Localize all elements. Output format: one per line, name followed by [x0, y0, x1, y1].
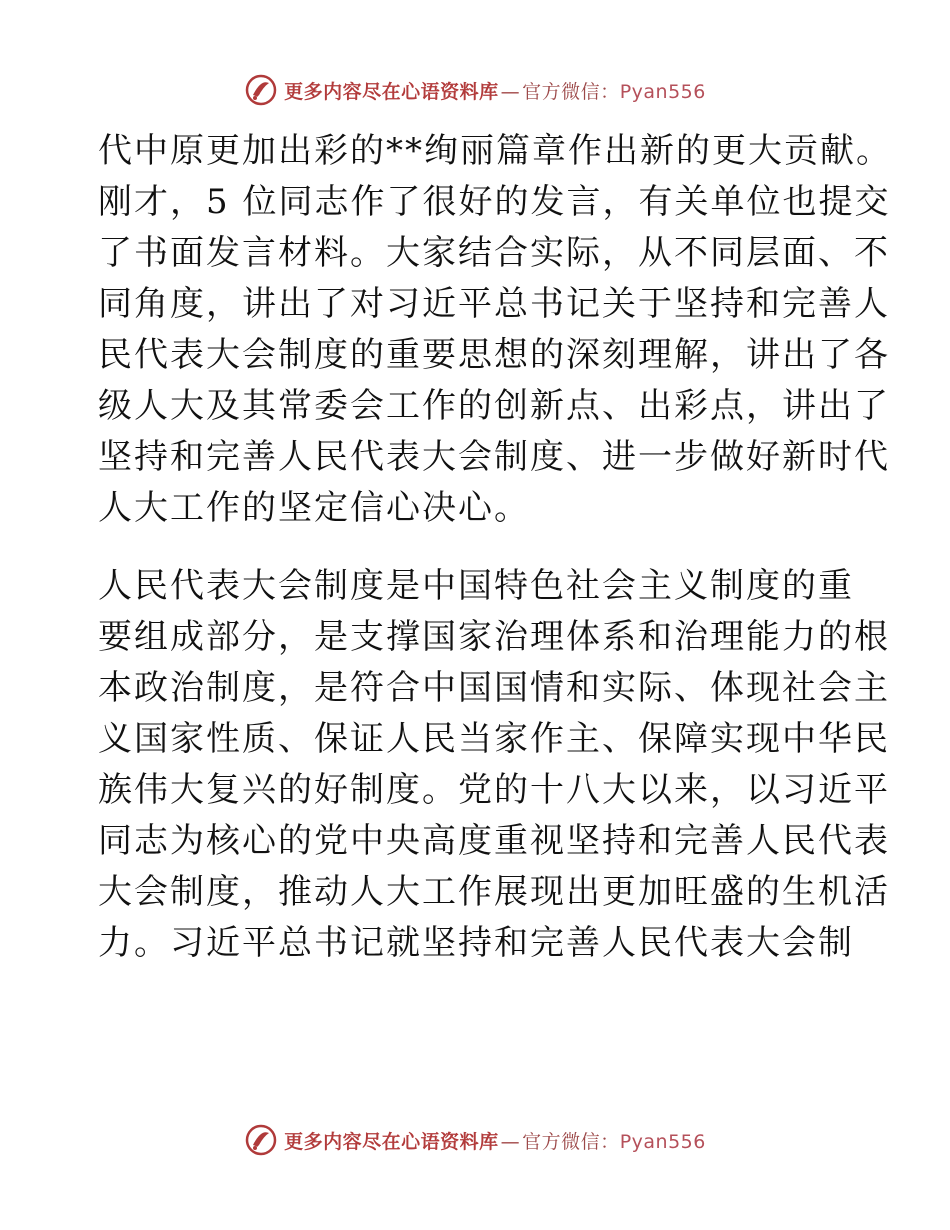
footer-separator: —: [500, 1130, 521, 1153]
text-line: 力。习近平总书记就坚持和完善人民代表大会制: [98, 923, 854, 963]
text-line: 族伟大复兴的好制度。党的十八大以来，以习近平: [98, 770, 890, 810]
text-line: 人民代表大会制度是中国特色社会主义制度的重: [98, 566, 854, 606]
text-line: 代中原更加出彩的**绚丽篇章作出新的更大贡献。: [98, 131, 892, 171]
footer-wechat-id: Pyan556: [619, 1130, 706, 1153]
footer-slogan: 更多内容尽在心语资料库: [284, 1130, 499, 1153]
text-line: 同角度，讲出了对习近平总书记关于坚持和完善人: [98, 284, 890, 324]
brand-logo-icon: [244, 73, 278, 107]
paragraph: [98, 561, 890, 969]
text-line: 义国家性质、保证人民当家作主、保障实现中华民: [98, 719, 890, 759]
text-line: 同志为核心的党中央高度重视坚持和完善人民代表: [98, 821, 890, 861]
header-banner: [0, 72, 950, 108]
text-line: 了书面发言材料。大家结合实际，从不同层面、不: [98, 233, 890, 273]
header-banner-text: [284, 77, 706, 104]
header-wechat-id: Pyan556: [619, 80, 706, 103]
header-slogan: 更多内容尽在心语资料库: [284, 80, 499, 103]
footer-wechat-label: 官方微信：: [522, 1130, 620, 1153]
paragraph-spacer: [98, 534, 858, 561]
text-line: 坚持和完善人民代表大会制度、进一步做好新时代: [98, 437, 890, 477]
document-body: [98, 126, 892, 969]
brand-logo-icon: [244, 1123, 278, 1157]
text-line: 要组成部分，是支撑国家治理体系和治理能力的根: [98, 617, 890, 657]
text-line: 刚才，5 位同志作了很好的发言，有关单位也提交: [98, 182, 891, 222]
footer-banner: [0, 1122, 950, 1158]
text-line: 民代表大会制度的重要思想的深刻理解，讲出了各: [98, 335, 890, 375]
text-line: 本政治制度，是符合中国国情和实际、体现社会主: [98, 668, 890, 708]
footer-banner-text: [284, 1127, 706, 1154]
header-wechat-label: 官方微信：: [522, 80, 620, 103]
text-line: 级人大及其常委会工作的创新点、出彩点，讲出了: [98, 386, 890, 426]
text-line: 大会制度，推动人大工作展现出更加旺盛的生机活: [98, 872, 890, 912]
paragraph: [98, 126, 892, 534]
text-line: 人大工作的坚定信心决心。: [98, 488, 530, 528]
header-separator: —: [500, 80, 521, 103]
